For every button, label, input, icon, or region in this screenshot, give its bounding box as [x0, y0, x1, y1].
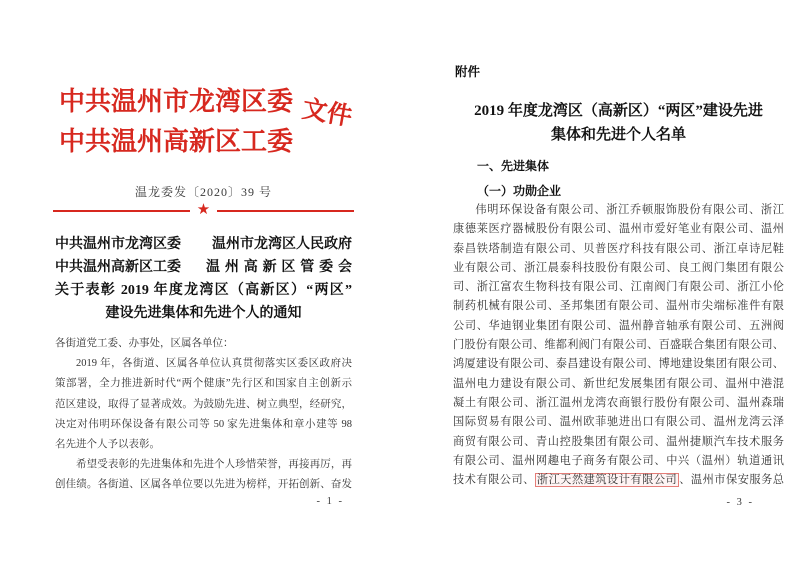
page-number: - 1 -	[316, 496, 344, 507]
letterhead-org-line2: 中共温州高新区工委	[59, 127, 294, 156]
body-line: 名先进个人予以表彰。	[55, 439, 160, 451]
title-org-left: 中共温州高新区工委	[55, 260, 181, 275]
title-org-right: 温州高新区管委会	[206, 260, 352, 275]
body-line: 决定对伟明环保设备有限公司等 50 家先进集体和章小建等 98	[55, 418, 352, 430]
list-line: 商贸有限公司、青山控股集团有限公司、温州捷顺汽车技术服务	[453, 435, 784, 448]
list-line: 国际贸易有限公司、温州欧菲驰进出口有限公司、温州龙湾云泽	[453, 416, 784, 429]
list-line-text: 技术有限公司、	[453, 474, 535, 487]
letterhead-orgs	[59, 82, 293, 162]
subsection-heading: （一）功勋企业	[477, 184, 562, 198]
body-line: 2019 年，各街道、区属各单位认真贯彻落实区委区政府决	[76, 358, 352, 370]
list-line: 鸿厦建设有限公司、泰昌建设有限公司、博地建设集团有限公司、	[453, 358, 784, 371]
list-line: 伟明环保设备有限公司、浙江乔顿服饰股份有限公司、浙江	[475, 204, 784, 216]
notice-title	[55, 233, 352, 325]
page-number: - 3 -	[726, 497, 754, 508]
body-line: 希望受表彰的先进集体和先进个人珍惜荣誉，再接再厉，再	[76, 459, 352, 471]
highlighted-company: 浙江天然建筑设计有限公司	[536, 474, 678, 487]
list-line: 司、浙江富农生物科技有限公司、江南阀门有限公司、浙江小伦	[453, 281, 784, 294]
title-line	[55, 233, 352, 256]
body-line: 策部署，全力推进新时代“两个健康”先行区和国家自主创新示	[55, 378, 352, 390]
body-line: 创佳绩。各街道、区属各单位要以先进为榜样，开拓创新、奋发	[55, 479, 352, 491]
notice-body	[55, 334, 352, 496]
list-line: 门股份有限公司、维都利阀门有限公司、百盛联合集团有限公司、	[453, 339, 784, 352]
title-org-right: 温州市龙湾区人民政府	[212, 237, 352, 252]
section-heading: 一、先进集体	[477, 159, 550, 173]
attachment-title-line1: 2019 年度龙湾区（高新区）“两区”建设先进	[474, 103, 763, 119]
list-line: 泰昌铁塔制造有限公司、贝普医疗科技有限公司、浙江卓诗尼鞋	[453, 242, 784, 255]
doc-type-label: 文件	[300, 95, 355, 132]
body-line: 各街道党工委、办事处，区属各单位：	[55, 338, 234, 349]
list-line: 康德莱医疗器械股份有限公司、温州市爱好笔业有限公司、温州	[453, 223, 784, 236]
list-line: 公司、华迪钢业集团有限公司、温州静音轴承有限公司、五洲阀	[453, 319, 784, 332]
doc-number: 温龙委发〔2020〕39 号	[134, 185, 272, 199]
list-line-text: 、温州市保安服务总	[679, 474, 784, 487]
body-line: 范区建设，取得了显著成效。为鼓励先进、树立典型，经研究，	[55, 398, 352, 410]
star-icon: ★	[196, 202, 211, 218]
list-line: 业有限公司、浙江晨泰科技股份有限公司、良工阀门集团有限公	[453, 261, 784, 274]
attachment-title-line2: 集体和先进个人名单	[550, 127, 686, 143]
list-line: 制药机械有限公司、圣邦集团有限公司、温州市尖端标准件有限	[453, 300, 784, 313]
red-divider-right	[217, 210, 354, 212]
company-list	[453, 201, 784, 490]
letterhead-org-line1: 中共温州市龙湾区委	[59, 87, 294, 116]
title-line: 关于表彰 2019 年度龙湾区（高新区）“两区”	[55, 283, 352, 298]
title-line	[55, 256, 352, 279]
list-line	[453, 471, 784, 490]
attachment-title	[453, 99, 784, 147]
red-divider-left	[53, 210, 190, 212]
title-org-left: 中共温州市龙湾区委	[55, 237, 181, 252]
title-line: 建设先进集体和先进个人的通知	[105, 306, 302, 321]
attachment-label: 附件	[455, 65, 481, 79]
star-divider	[53, 203, 354, 218]
list-line: 温州电力建设有限公司、新世纪发展集团有限公司、温州中港混	[453, 377, 784, 390]
list-line: 凝土有限公司、浙江温州龙湾农商银行股份有限公司、温州森瑞	[453, 396, 784, 409]
list-line: 有限公司、温州网趣电子商务有限公司、中兴（温州）轨道通讯	[453, 454, 784, 467]
